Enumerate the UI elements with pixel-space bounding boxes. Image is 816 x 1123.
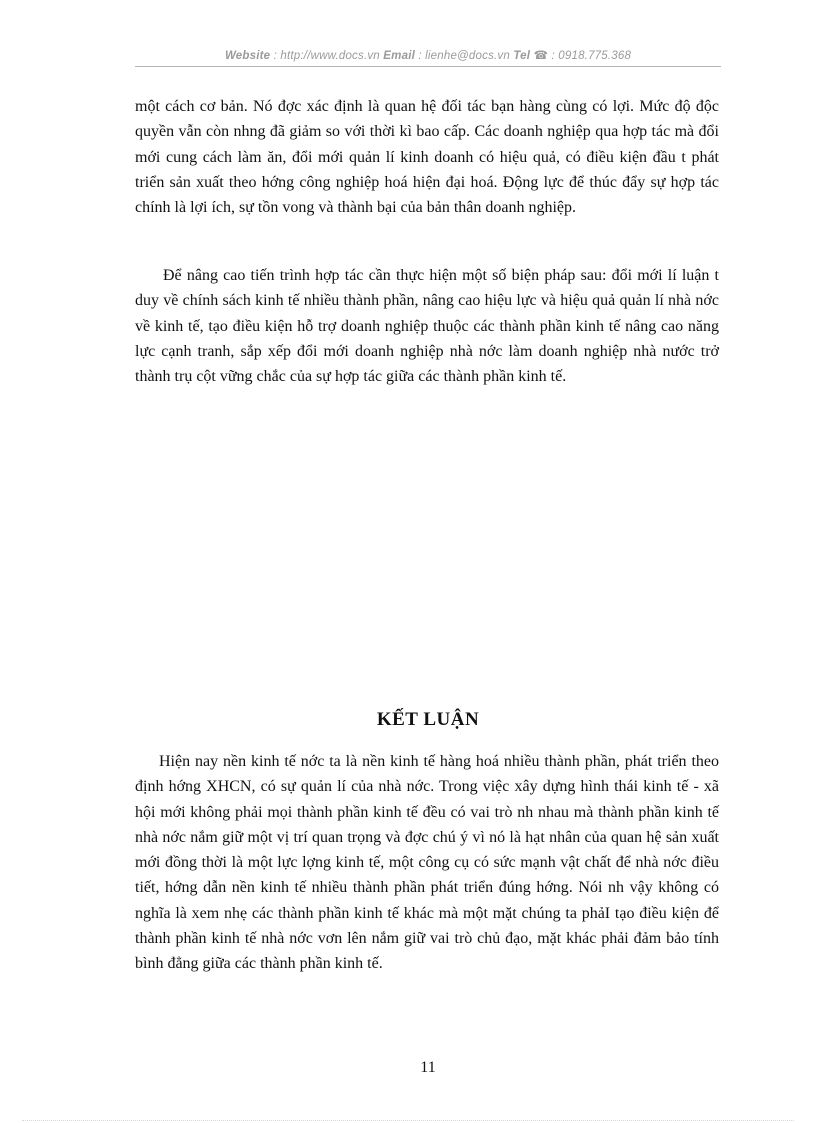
website-value: : http://www.docs.vn <box>270 50 384 62</box>
page-number: 11 <box>420 1059 436 1076</box>
phone-icon: ☎ <box>533 50 549 62</box>
tel-value: : 0918.775.368 <box>548 50 632 62</box>
website-label: Website <box>224 50 271 62</box>
conclusion-heading: KẾT LUẬN <box>376 709 480 730</box>
page-bottom-border <box>22 1120 794 1121</box>
page-header <box>135 48 721 62</box>
email-label: Email <box>383 50 415 62</box>
header-divider <box>135 66 721 67</box>
tel-label: Tel <box>513 50 531 62</box>
body-paragraph-1: một cách cơ bản. Nó đợc xác định là quan hệ đối tác bạn hàng cùng có lợi. Mức độ độc quyền vẫn còn nhng đã giảm so với thời kì bao cấp. Các doanh nghiệp qua hợp tác mà đổi mới cung cách làm ăn, đổi mới quản lí kinh doanh có hiệu quả, có điều kiện đầu t phát triển sản xuất theo hớng công nghiệp hoá hiện đại hoá. Động lực để thúc đẩy sự hợp tác chính là lợi ích, sự tồn vong và thành bại của bản thân doanh nghiệp. <box>135 98 719 217</box>
body-paragraph-2: Để nâng cao tiến trình hợp tác cần thực hiện một số biện pháp sau: đổi mới lí luận t duy về chính sách kinh tế nhiều thành phần, nâng cao hiệu lực và hiệu quả quản lí nhà nớc về kinh tế, tạo điều kiện hỗ trợ doanh nghiệp thuộc các thành phần kinh tế nâng cao năng lực cạnh tranh, sắp xếp đổi mới doanh nghiệp nhà nớc làm doanh nghiệp nhà nước trở thành trụ cột vững chắc của sự hợp tác giữa các thành phần kinh tế. <box>135 267 719 386</box>
conclusion-paragraph: Hiện nay nền kinh tế nớc ta là nền kinh tế hàng hoá nhiều thành phần, phát triển theo định hớng XHCN, có sự quản lí của nhà nớc. Trong việc xây dựng hình thái kinh tế - xã hội mới không phải mọi thành phần kinh tế đều có vai trò nh nhau mà thành phần kinh tế nhà nớc nắm giữ một vị trí quan trọng và đợc chú ý vì nó là hạt nhân của quan hệ sản xuất mới đồng thời là một lực lợng kinh tế, một công cụ có sức mạnh vật chất để nhà nớc điều tiết, hớng dẫn nền kinh tế nhiều thành phần phát triển đúng hớng. Nói nh vậy không có nghĩa là xem nhẹ các thành phần kinh tế khác mà một mặt chúng ta phảI tạo điều kiện để thành phần kinh tế nhà nớc vơn lên nắm giữ vai trò chủ đạo, mặt khác phải đảm bảo tính bình đẳng giữa các thành phần kinh tế. <box>135 753 719 973</box>
email-value: : lienhe@docs.vn <box>414 50 514 62</box>
